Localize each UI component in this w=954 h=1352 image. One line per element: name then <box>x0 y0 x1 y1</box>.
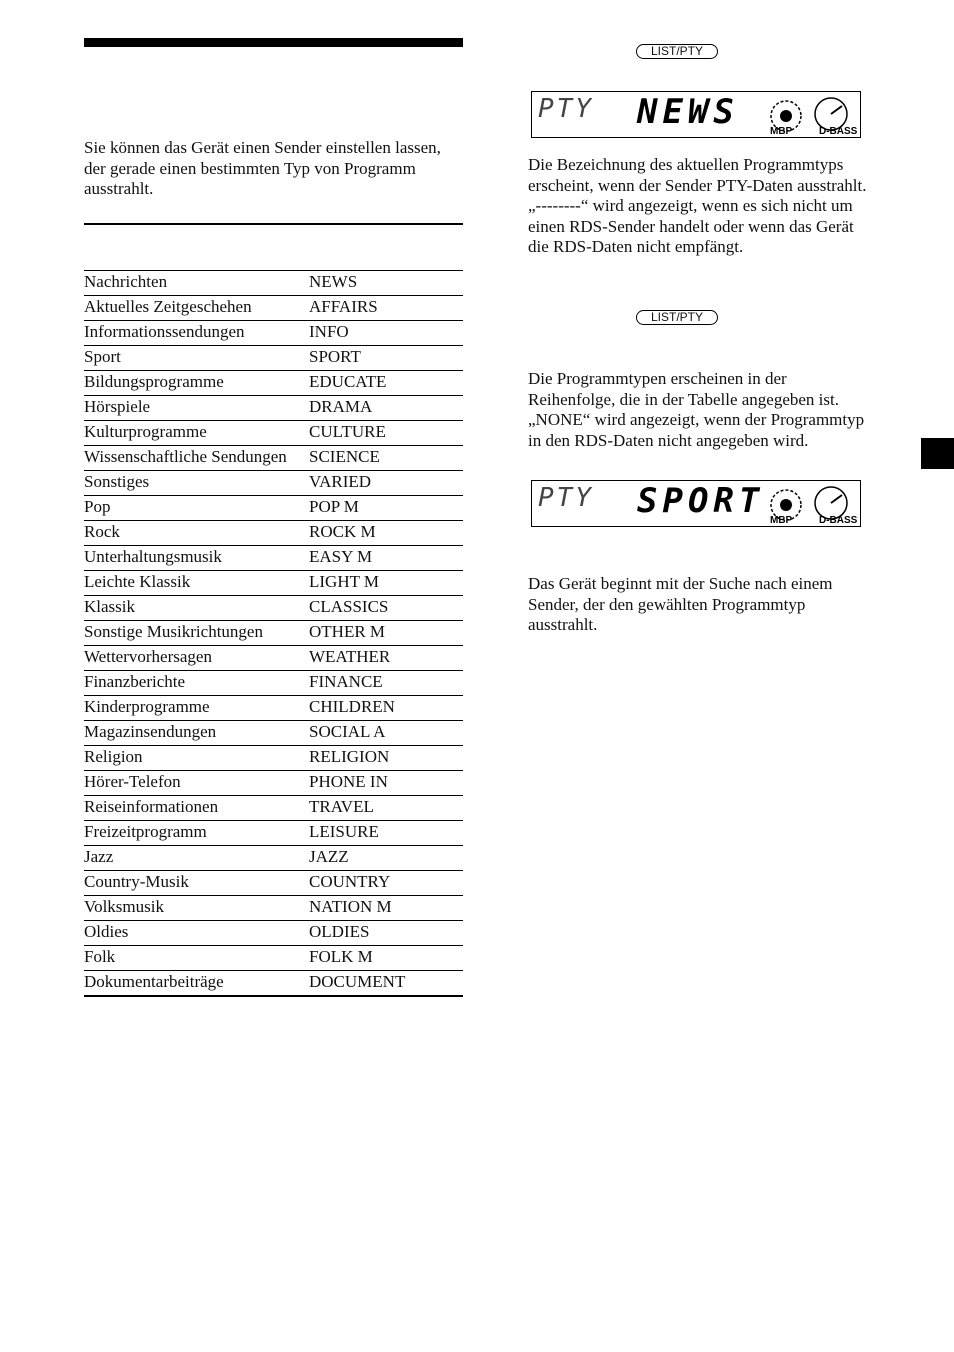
table-row <box>84 746 463 771</box>
program-type-name: Freizeitprogramm <box>84 822 207 841</box>
pty-indicator: PTY <box>538 94 594 124</box>
program-type-table <box>84 270 463 997</box>
list-pty-button-2: LIST/PTY <box>636 310 718 325</box>
program-type-code: NATION M <box>309 897 392 916</box>
program-type-name: Country-Musik <box>84 872 189 891</box>
table-row <box>84 921 463 946</box>
program-type-name: Oldies <box>84 922 129 941</box>
table-row <box>84 621 463 646</box>
program-type-code: FOLK M <box>309 947 373 966</box>
program-type-name: Hörer-Telefon <box>84 772 181 791</box>
table-row <box>84 971 463 997</box>
pty-order-paragraph: Die Programmtypen erscheinen in der Reihenfolge, die in der Tabelle angegeben ist. „NONE“ wird angezeigt, wenn der Programmtyp in den RDS-Daten nicht angegeben wird. <box>528 369 865 450</box>
lcd-program-text: NEWS <box>637 92 739 132</box>
table-row <box>84 571 463 596</box>
program-type-code: WEATHER <box>309 647 391 666</box>
table-row <box>84 496 463 521</box>
lcd-program-text-2: SPORT <box>637 481 765 521</box>
program-type-code: DOCUMENT <box>309 972 406 991</box>
program-type-name: Hörspiele <box>84 397 151 416</box>
program-type-code: SOCIAL A <box>309 722 386 741</box>
list-pty-button: LIST/PTY <box>636 44 718 59</box>
program-type-name: Leichte Klassik <box>84 572 191 591</box>
program-type-name: Rock <box>84 522 120 541</box>
program-type-code: VARIED <box>309 472 372 491</box>
table-row <box>84 771 463 796</box>
program-type-code: FINANCE <box>309 672 383 691</box>
pty-description-paragraph: Die Bezeichnung des aktuellen Programmtyps erscheint, wenn der Sender PTY-Daten ausstrahlt. „--------“ wird angezeigt, wenn es sich nicht um einen RDS-Sender handelt oder wenn das Gerät die RDS-Daten nicht empfängt. <box>528 155 867 256</box>
mbp-badge-2: MBP <box>770 515 793 525</box>
program-type-name: Kinderprogramme <box>84 697 210 716</box>
table-row <box>84 596 463 621</box>
program-type-code: CHILDREN <box>309 697 395 716</box>
program-type-code: CLASSICS <box>309 597 389 616</box>
program-type-code: DRAMA <box>309 397 373 416</box>
program-type-code: OTHER M <box>309 622 386 641</box>
dbass-badge-2: D-BASS <box>819 515 858 525</box>
program-type-code: INFO <box>309 322 349 341</box>
program-type-code: LIGHT M <box>309 572 380 591</box>
program-type-code: LEISURE <box>309 822 379 841</box>
program-type-code: CULTURE <box>309 422 386 441</box>
program-type-name: Kulturprogramme <box>84 422 207 441</box>
program-type-name: Finanzberichte <box>84 672 186 691</box>
program-type-name: Sonstige Musikrichtungen <box>84 622 263 641</box>
program-type-name: Unterhaltungsmusik <box>84 547 222 566</box>
table-row <box>84 696 463 721</box>
program-type-name: Dokumentarbeiträge <box>84 972 224 991</box>
table-row <box>84 521 463 546</box>
program-type-name: Reiseinformationen <box>84 797 219 816</box>
table-row <box>84 671 463 696</box>
program-type-name: Sport <box>84 347 121 366</box>
table-row <box>84 421 463 446</box>
chapter-tab-marker <box>921 438 954 469</box>
program-type-name: Informationssendungen <box>84 322 245 341</box>
program-type-code: RELIGION <box>309 747 390 766</box>
program-type-code: EASY M <box>309 547 373 566</box>
table-row <box>84 346 463 371</box>
lcd-display-news <box>531 91 861 138</box>
intro-paragraph: Sie können das Gerät einen Sender einstellen lassen, der gerade einen bestimmten Typ von Programm ausstrahlt. <box>84 138 441 198</box>
table-row <box>84 646 463 671</box>
program-type-code: PHONE IN <box>309 772 388 791</box>
table-row <box>84 896 463 921</box>
program-type-code: EDUCATE <box>309 372 387 391</box>
table-row <box>84 846 463 871</box>
program-type-code: OLDIES <box>309 922 370 941</box>
program-type-name: Volksmusik <box>84 897 164 916</box>
program-type-code: POP M <box>309 497 359 516</box>
table-row <box>84 471 463 496</box>
table-row <box>84 271 463 296</box>
program-type-code: TRAVEL <box>309 797 374 816</box>
program-type-name: Bildungsprogramme <box>84 372 224 391</box>
program-type-name: Magazinsendungen <box>84 722 217 741</box>
program-type-code: SPORT <box>309 347 361 366</box>
program-type-name: Sonstiges <box>84 472 150 491</box>
program-type-name: Religion <box>84 747 143 766</box>
program-type-name: Pop <box>84 497 111 516</box>
mbp-dbass-icon <box>767 94 861 136</box>
search-paragraph: Das Gerät beginnt mit der Suche nach einem Sender, der den gewählten Programmtyp ausstrahlt. <box>528 574 833 634</box>
mbp-dbass-icon-2 <box>767 483 861 525</box>
table-row <box>84 721 463 746</box>
program-type-name: Folk <box>84 947 116 966</box>
table-row <box>84 371 463 396</box>
table-row <box>84 871 463 896</box>
table-row <box>84 296 463 321</box>
program-type-code: JAZZ <box>309 847 349 866</box>
dbass-badge: D-BASS <box>819 126 858 136</box>
program-type-code: AFFAIRS <box>309 297 378 316</box>
program-type-code: COUNTRY <box>309 872 391 891</box>
program-type-name: Nachrichten <box>84 272 168 291</box>
section-title-bar <box>84 38 463 47</box>
table-heading-rule <box>84 223 463 225</box>
pty-indicator-2: PTY <box>538 483 594 513</box>
table-row <box>84 546 463 571</box>
program-type-code: NEWS <box>309 272 358 291</box>
program-type-name: Jazz <box>84 847 114 866</box>
program-type-name: Wettervorhersagen <box>84 647 212 666</box>
table-row <box>84 396 463 421</box>
mbp-badge: MBP <box>770 126 793 136</box>
table-row <box>84 946 463 971</box>
program-type-name: Aktuelles Zeitgeschehen <box>84 297 252 316</box>
program-type-name: Wissenschaftliche Sendungen <box>84 447 287 466</box>
program-type-code: SCIENCE <box>309 447 380 466</box>
table-row <box>84 446 463 471</box>
table-row <box>84 821 463 846</box>
table-row <box>84 796 463 821</box>
table-row <box>84 321 463 346</box>
program-type-code: ROCK M <box>309 522 376 541</box>
lcd-display-sport <box>531 480 861 527</box>
program-type-name: Klassik <box>84 597 135 616</box>
